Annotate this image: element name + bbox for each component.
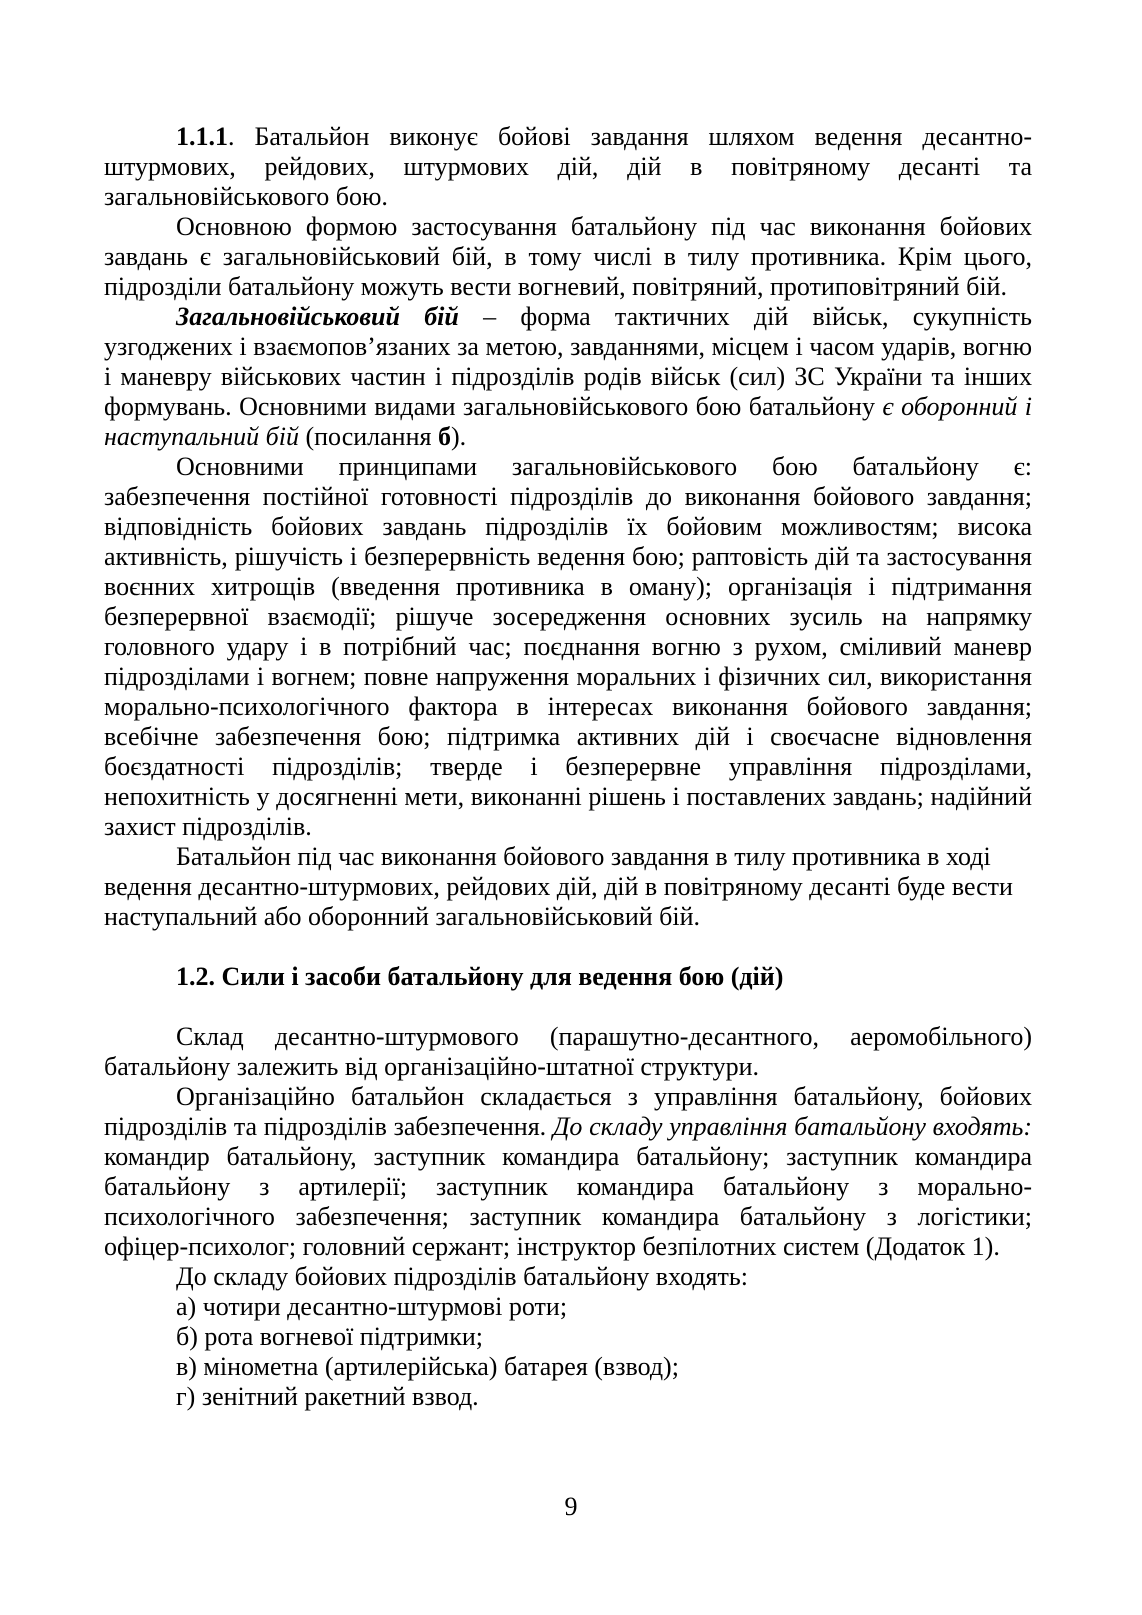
paragraph-organization [104, 1082, 1032, 1262]
list-item-v-text: в) мінометна (артилерійська) батарея (взвод); [176, 1352, 679, 1381]
paragraph-enemy-rear-text: Батальйон під час виконання бойового завдання в тилу противника в ході ведення десантно-штурмових, рейдових дій, дій в повітряному десанті буде вести наступальний або оборонний загальновійськовий бій. [104, 842, 1013, 931]
paragraph-composition-text: Склад десантно-штурмового (парашутно-десантного, аеромобільного) батальйону залежить від організаційно-штатної структури. [104, 1022, 1032, 1081]
paragraph-battalion-tasks [104, 122, 1032, 212]
text-block [104, 122, 1032, 1412]
list-item-b [104, 1322, 1032, 1352]
list-item-g [104, 1382, 1032, 1412]
list-item-v [104, 1352, 1032, 1382]
definition-ref-open: (посилання [298, 422, 438, 451]
list-item-g-text: г) зенітний ракетний взвод. [176, 1382, 479, 1411]
paragraph-combined-arms-definition [104, 302, 1032, 452]
definition-types: є оборонний і наступальний бій [104, 392, 1033, 451]
definition-body: – форма тактичних дій військ, сукупність узгоджених і взаємопов’язаних за метою, завданнями, місцем і часом ударів, вогню і маневру військових частин і підрозділів родів військ (сил) ЗС України та інших формувань. Основними видами загальновійськового бою батальйону [104, 302, 1032, 421]
paragraph-battalion-tasks-text: . Батальйон виконує бойові завдання шляхом ведення десантно-штурмових, рейдових, штурмових дій, дій в повітряному десанті та загальновійськового бою. [104, 122, 1032, 211]
paragraph-main-form [104, 212, 1032, 302]
paragraph-enemy-rear [104, 842, 1032, 932]
paragraph-principles [104, 452, 1032, 842]
organization-post: командир батальйону, заступник командира батальйону; заступник командира батальйону з артилерії; заступник командира батальйону з морально-психологічного забезпечення; заступник командира батальйону з логістики; офіцер-психолог; головний сержант; інструктор безпілотних систем (Додаток 1). [104, 1142, 1032, 1261]
section-heading-1-2-text: 1.2. Сили і засоби батальйону для ведення бою (дій) [176, 962, 784, 991]
section-heading-1-2 [104, 962, 1032, 992]
organization-emphasis: До складу управління батальйону входять: [552, 1112, 1032, 1141]
paragraph-combat-units-intro [104, 1262, 1032, 1292]
paragraph-principles-text: Основними принципами загальновійськового бою батальйону є: забезпечення постійної готовності підрозділів до виконання бойового завдання; відповідність бойових завдань підрозділів їх бойовим можливостям; висока активність, рішучість і безперервність ведення бою; раптовість дій та застосування воєнних хитрощів (введення противника в оману); організація і підтримання безперервної взаємодії; рішуче зосередження основних зусиль на напрямку головного удару і в потрібний час; поєднання вогню з рухом, сміливий маневр підрозділами і вогнем; повне напруження моральних і фізичних сил, використання морально-психологічного фактора в інтересах виконання бойового завдання; всебічне забезпечення бою; підтримка активних дій і своєчасне відновлення боєздатності підрозділів; тверде і безперервне управління підрозділами, непохитність у досягненні мети, виконанні рішень і поставлених завдань; надійний захист підрозділів. [104, 452, 1032, 841]
list-item-b-text: б) рота вогневої підтримки; [176, 1322, 483, 1351]
definition-term: Загальновійськовий бій [176, 302, 459, 331]
organization-pre: Організаційно батальйон складається з управління батальйону, бойових підрозділів та підрозділів забезпечення. [104, 1082, 1032, 1141]
paragraph-main-form-text: Основною формою застосування батальйону під час виконання бойових завдань є загальновійськовий бій, в тому числі в тилу противника. Крім цього, підрозділи батальйону можуть вести вогневий, повітряний, протиповітряний бій. [104, 212, 1032, 301]
definition-ref-letter: б [437, 422, 451, 451]
list-item-a [104, 1292, 1032, 1322]
page-number: 9 [564, 1492, 578, 1521]
list-item-a-text: а) чотири десантно-штурмові роти; [176, 1292, 568, 1321]
paragraph-number: 1.1.1 [176, 122, 228, 151]
definition-ref-close: ). [450, 422, 467, 451]
paragraph-combat-units-intro-text: До складу бойових підрозділів батальйону входять: [176, 1262, 748, 1291]
paragraph-composition [104, 1022, 1032, 1082]
